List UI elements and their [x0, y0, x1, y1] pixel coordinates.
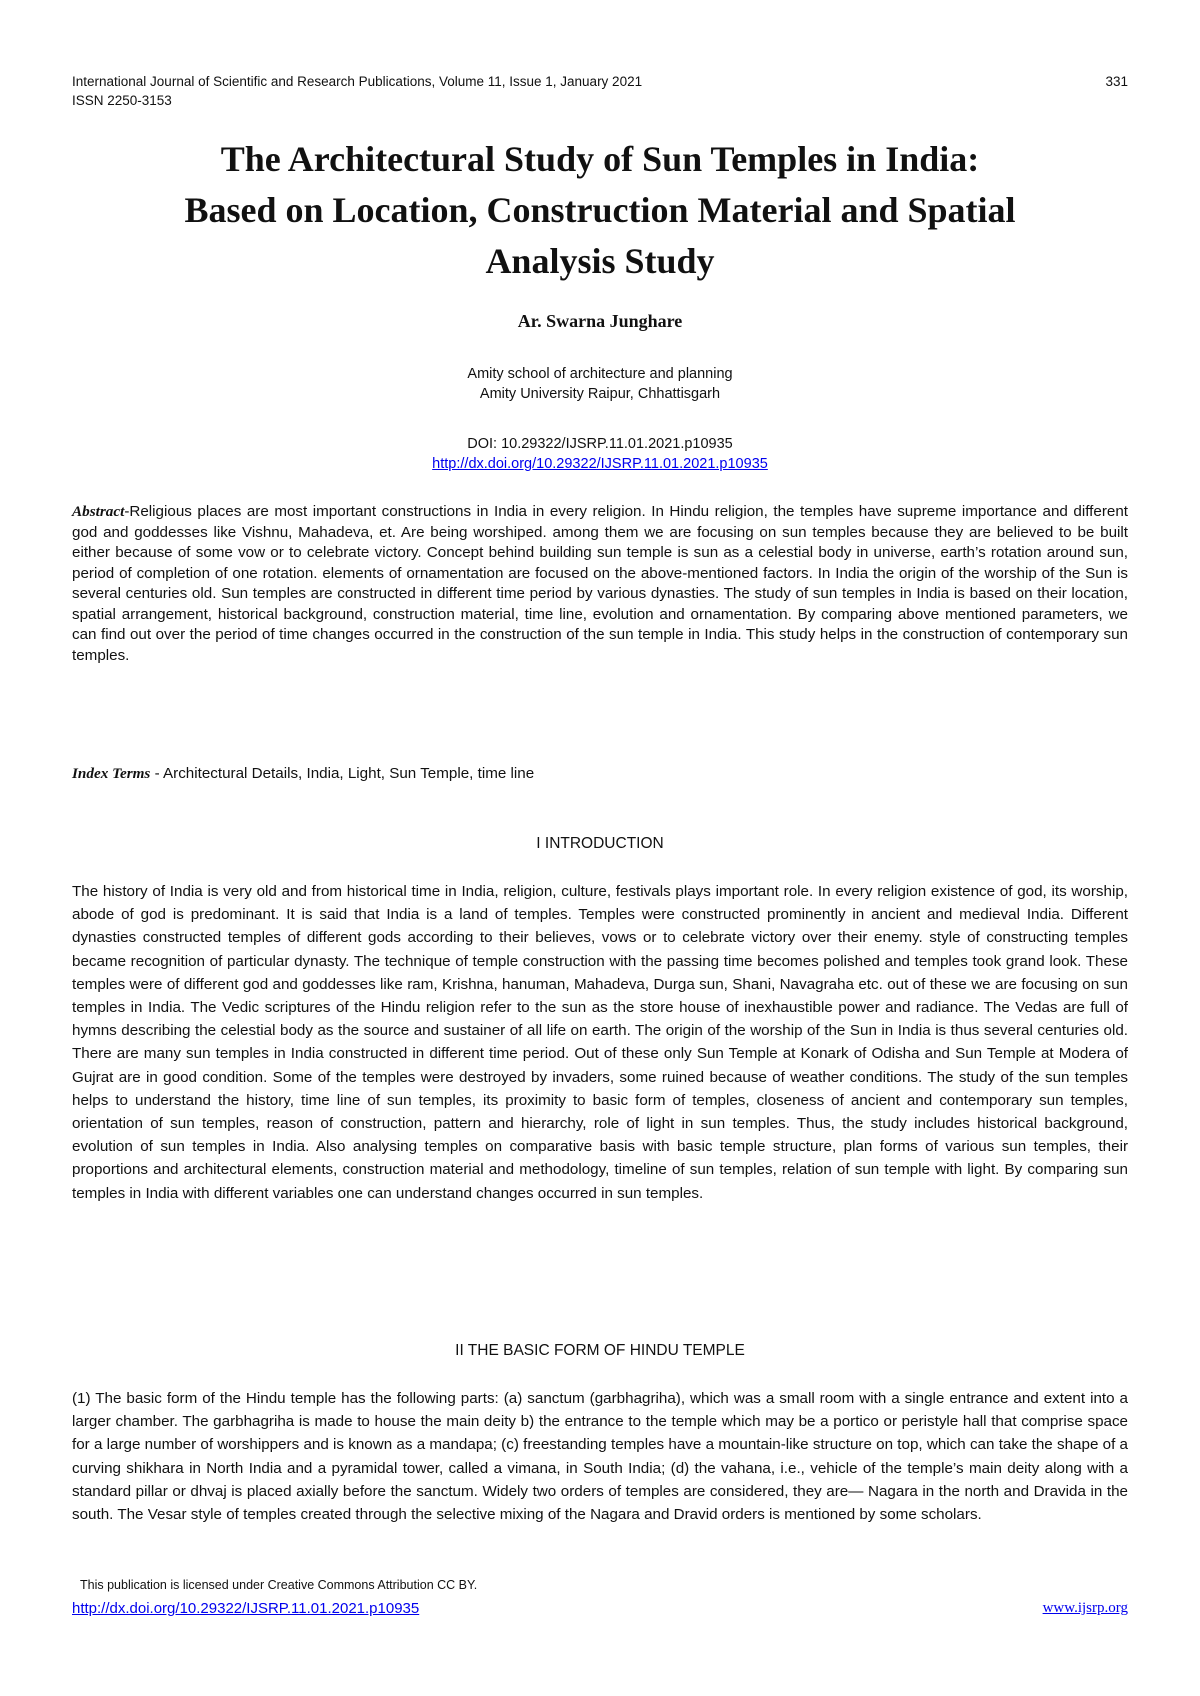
section-heading-introduction: I INTRODUCTION — [536, 835, 664, 852]
introduction-text: The history of India is very old and from historical time in India, religion, culture, festivals plays important role. In every religion existence of god, its worship, abode of god is predominant. It is said that India is a land of temples. Temples were constructed prominently in ancient and medieval India. Different dynasties constructed temples of different gods according to their believes, vows or to celebrate victory over their enemy. style of constructing temples became recognition of particular dynasty. The technique of temple construction with the passing time becomes polished and temples took grand look. These temples were of different god and goddesses like ram, Krishna, hanuman, Mahadeva, Durga sun, Shani, Navagraha etc. out of these we are focusing on sun temples in India. The Vedic scriptures of the Hindu religion refer to the sun as the store house of inexhaustible power and radiance. The Vedas are full of hymns describing the celestial body as the source and sustainer of all life on earth. The origin of the worship of the Sun in India is thus several centuries old. There are many sun temples in India constructed in different time period. Out of these only Sun Temple at Konark of Odisha and Sun Temple at Modera of Gujrat are in good condition. Some of the temples were destroyed by invaders, some ruined because of weather conditions. The study of the sun temples helps to understand the history, time line of sun temples, its proximity to basic form of temples, closeness of ancient and contemporary sun temples, orientation of sun temples, reason of construction, pattern and hierarchy, role of light in sun temples. Thus, the study includes historical background, evolution of sun temples in India. Also analysing temples on comparative basis with basic temple structure, plan forms of various sun temples, their proportions and architectural elements, construction material and methodology, timeline of sun temples, relation of sun temple with light. By comparing sun temples in India with different variables one can understand changes occurred in sun temples. — [72, 883, 1128, 1202]
paper-title — [72, 134, 1128, 287]
title-line-3: Analysis Study — [485, 241, 715, 281]
doi-link[interactable]: http://dx.doi.org/10.29322/IJSRP.11.01.2021.p10935 — [432, 456, 768, 472]
index-terms — [72, 764, 1128, 784]
author-name: Ar. Swarna Junghare — [517, 311, 683, 331]
footer-website-link[interactable]: www.ijsrp.org — [1042, 1600, 1128, 1616]
doi-block — [72, 434, 1128, 474]
license-note: This publication is licensed under Creative Commons Attribution CC BY. — [80, 1578, 478, 1592]
title-line-2: Based on Location, Construction Material and Spatial — [184, 190, 1016, 230]
basic-form-text: (1) The basic form of the Hindu temple has the following parts: (a) sanctum (garbhagriha), which was a small room with a single entrance and extent into a larger chamber. The garbhagriha is made to house the main deity b) the entrance to the temple which may be a portico or peristyle hall that comprise space for a large number of worshippers and is known as a mandapa; (c) freestanding temples have a mountain-like structure on top, which can take the shape of a curving shikhara in North India and a pyramidal tower, called a vimana, in South India; (d) the vahana, i.e., vehicle of the temple’s main deity along with a standard pillar or dhvaj is placed axially before the sanctum. Widely two orders of temples are considered, they are— Nagara in the north and Dravida in the south. The Vesar style of temples created through the selective mixing of the Nagara and Dravid orders is mentioned by some scholars. — [72, 1390, 1128, 1524]
journal-citation: International Journal of Scientific and Research Publications, Volume 11, Issue 1, January 2021 — [72, 74, 643, 89]
affiliation-line-2: Amity University Raipur, Chhattisgarh — [479, 386, 721, 402]
abstract — [72, 502, 1128, 666]
title-line-1: The Architectural Study of Sun Temples in India: — [220, 139, 980, 179]
affiliation-line-1: Amity school of architecture and planning — [467, 366, 733, 382]
index-terms-label: Index Terms — [72, 765, 151, 782]
abstract-label: Abstract — [72, 503, 125, 520]
index-terms-text: - Architectural Details, India, Light, Sun Temple, time line — [150, 765, 535, 782]
affiliation — [72, 364, 1128, 404]
doi-text: DOI: 10.29322/IJSRP.11.01.2021.p10935 — [467, 436, 733, 452]
page-number: 331 — [1105, 74, 1128, 89]
abstract-text: -Religious places are most important constructions in India in every religion. In Hindu religion, the temples have supreme importance and different god and goddesses like Vishnu, Mahadeva, et. Are being worshiped. among them we are focusing on sun temples because they are believed to be built either because of some vow or to celebrate victory. Concept behind building sun temple is sun as a celestial body in universe, earth’s rotation around sun, period of completion of one rotation. elements of ornamentation are focused on the above-mentioned factors. In India the origin of the worship of the Sun is several centuries old. Sun temples are constructed in different time period by various dynasties. The study of sun temples in India is based on their location, spatial arrangement, historical background, construction material, time line, evolution and ornamentation. By comparing above mentioned parameters, we can find out over the period of time changes occurred in the construction of the sun temple in India. This study helps in the construction of contemporary sun temples. — [72, 503, 1128, 664]
running-header — [72, 72, 1128, 110]
section-heading-basic-form: II THE BASIC FORM OF HINDU TEMPLE — [455, 1342, 745, 1359]
footer-doi-link[interactable]: http://dx.doi.org/10.29322/IJSRP.11.01.2021.p10935 — [72, 1600, 420, 1617]
issn: ISSN 2250-3153 — [72, 93, 172, 108]
